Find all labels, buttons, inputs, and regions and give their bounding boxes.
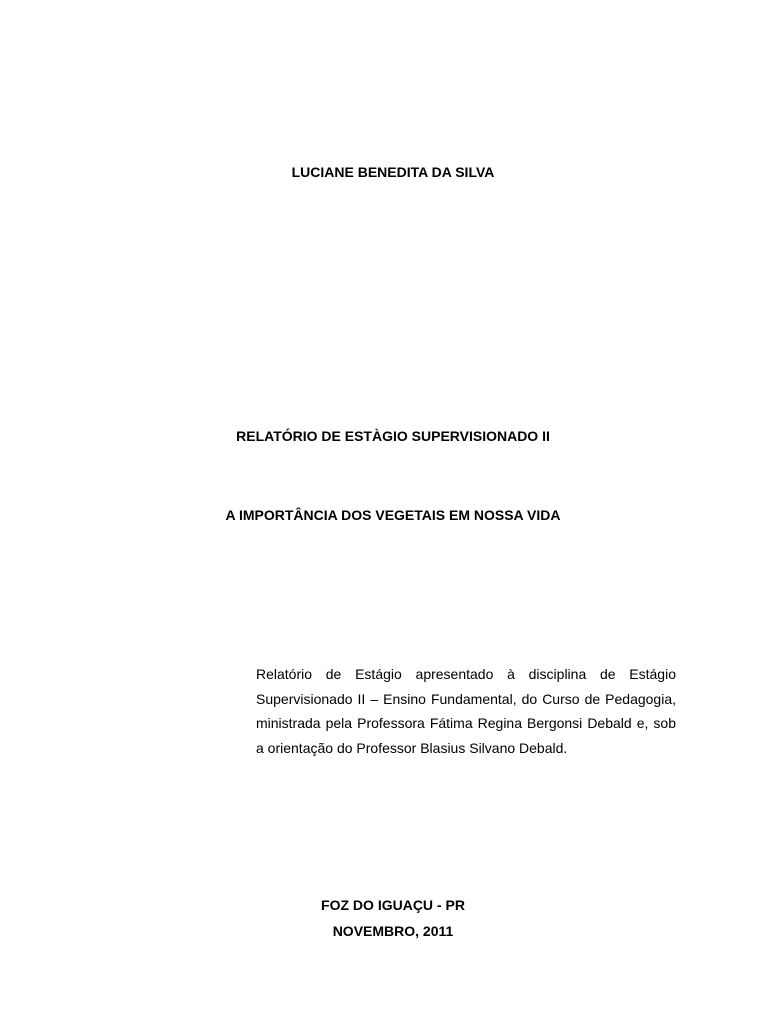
- author-name: LUCIANE BENEDITA DA SILVA: [291, 164, 495, 180]
- abstract-paragraph: Relatório de Estágio apresentado à disciplina de Estágio Supervisionado II – Ensino Fundamental, do Curso de Pedagogia, ministrada pela Professora Fátima Regina Bergonsi Debald e, sob a orientação do Professor Blasius Silvano Debald.: [256, 666, 676, 756]
- report-subtitle: A IMPORTÂNCIA DOS VEGETAIS EM NOSSA VIDA: [225, 507, 561, 523]
- publication-date: NOVEMBRO, 2011: [332, 923, 454, 939]
- report-title: RELATÓRIO DE ESTÀGIO SUPERVISIONADO II: [236, 428, 550, 444]
- city-location: FOZ DO IGUAÇU - PR: [321, 897, 465, 913]
